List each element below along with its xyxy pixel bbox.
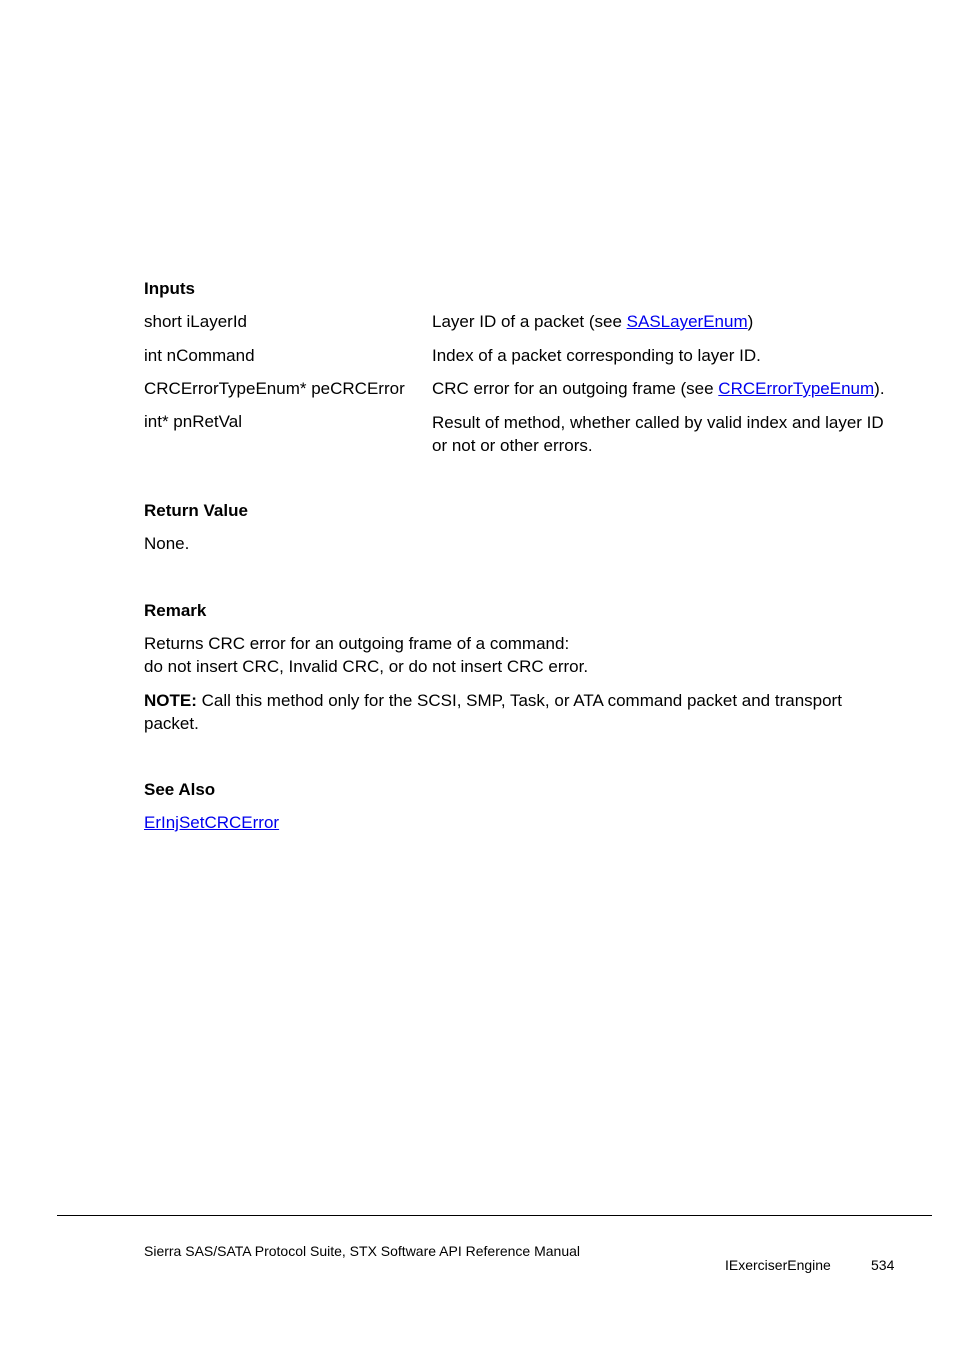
param-description: Result of method, whether called by valid index and layer ID or not or other errors. [432,413,884,455]
footer-divider [57,1215,932,1216]
saslayerenum-link[interactable]: SASLayerEnum [626,312,748,331]
return-value-heading: Return Value [144,501,248,520]
param-description: Index of a packet corresponding to layer ID. [432,346,761,365]
see-also-heading: See Also [144,780,216,799]
param-description [432,379,885,399]
return-value-text: None. [144,534,190,553]
description-text: CRC error for an outgoing frame (see [432,379,719,398]
footer-manual-title: Sierra SAS/SATA Protocol Suite, STX Software API Reference Manual [144,1243,581,1259]
note-label: NOTE: [144,691,197,710]
footer-section: IExerciserEngine [725,1257,831,1273]
remark-note [144,689,884,735]
footer-page-number: 534 [871,1257,895,1273]
description-text: ). [874,379,885,398]
inputs-heading: Inputs [144,279,195,298]
remark-line: Returns CRC error for an outgoing frame of a command: [144,634,570,653]
remark-heading: Remark [144,601,207,620]
erinjsetcrcerror-link[interactable]: ErInjSetCRCError [144,813,280,832]
description-text: ) [747,312,754,331]
note-text: Call this method only for the SCSI, SMP, Task, or ATA command packet and transport packet. [144,691,842,733]
remark-line: do not insert CRC, Invalid CRC, or do not insert CRC error. [144,657,589,676]
param-name: short iLayerId [144,312,247,331]
crcerrortypeenum-link[interactable]: CRCErrorTypeEnum [718,379,875,398]
param-name: int nCommand [144,346,255,365]
param-name: int* pnRetVal [144,412,242,431]
description-text: Layer ID of a packet (see [432,312,627,331]
param-description [432,312,753,332]
param-name: CRCErrorTypeEnum* peCRCError [144,379,405,398]
